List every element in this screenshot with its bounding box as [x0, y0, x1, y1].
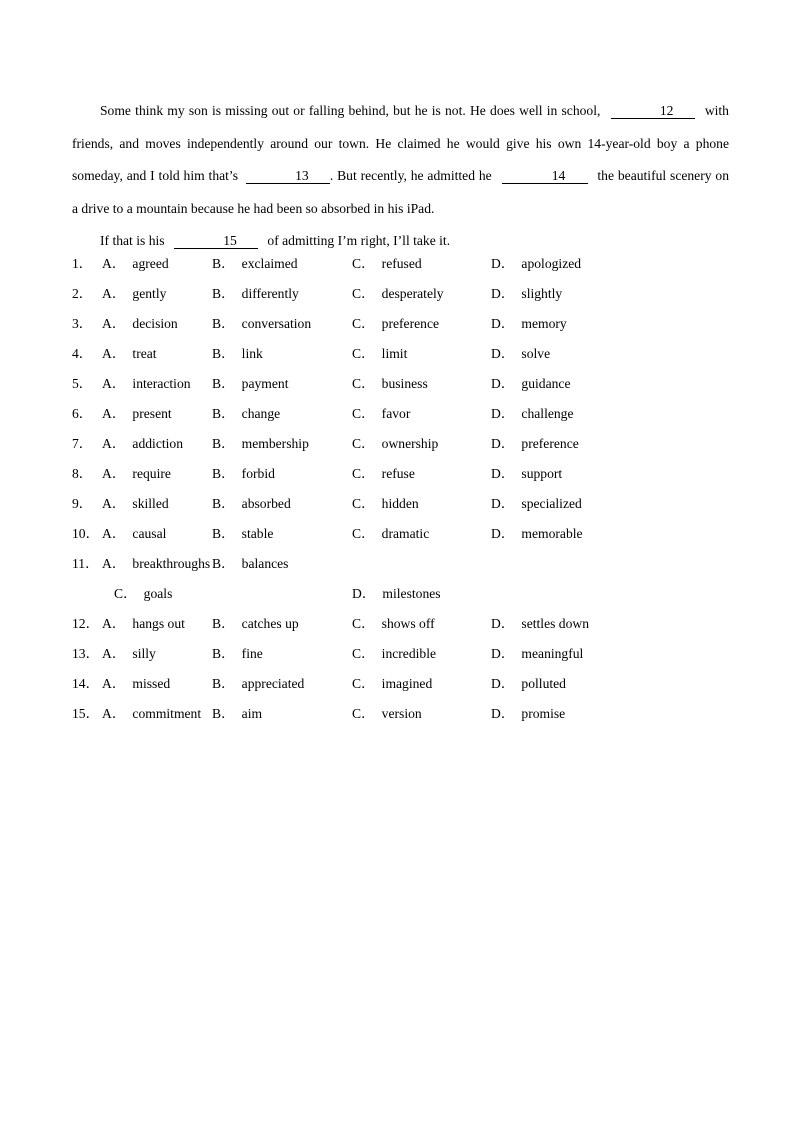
option-text: hidden	[381, 496, 419, 511]
option-letter: B．	[212, 436, 235, 451]
option-b	[212, 249, 298, 279]
option-a	[102, 699, 201, 729]
option-letter: D．	[491, 406, 515, 421]
option-letter: D．	[491, 466, 515, 481]
option-letter: C．	[352, 616, 375, 631]
option-c	[352, 429, 438, 459]
option-text: silly	[132, 646, 156, 661]
option-letter: A．	[102, 316, 126, 331]
option-letter: D．	[491, 496, 515, 511]
question-number: 6．	[72, 406, 93, 421]
question-number: 15．	[72, 706, 100, 721]
option-letter: C．	[352, 286, 375, 301]
option-d	[491, 429, 579, 459]
option-b	[212, 699, 262, 729]
option-letter: D．	[491, 316, 515, 331]
question-row	[72, 249, 732, 279]
option-d	[491, 669, 566, 699]
option-letter: A．	[102, 256, 126, 271]
option-letter: B．	[212, 526, 235, 541]
option-text: balances	[241, 556, 289, 571]
option-text: addiction	[132, 436, 184, 451]
option-text: forbid	[241, 466, 275, 481]
option-letter: A．	[102, 376, 126, 391]
question-row	[72, 639, 732, 669]
option-letter: D．	[491, 436, 515, 451]
option-text: link	[241, 346, 263, 361]
option-text: shows off	[381, 616, 435, 631]
option-d	[491, 249, 581, 279]
option-text: missed	[132, 676, 171, 691]
question-number: 2．	[72, 286, 93, 301]
option-text: limit	[381, 346, 408, 361]
option-b	[212, 279, 299, 309]
option-text: decision	[132, 316, 178, 331]
option-c	[352, 609, 435, 639]
question-list	[72, 249, 732, 729]
blank-12: 12	[611, 104, 695, 119]
option-text: dramatic	[381, 526, 430, 541]
option-c	[114, 579, 172, 609]
option-a	[102, 249, 169, 279]
option-letter: A．	[102, 646, 126, 661]
option-letter: C．	[352, 466, 375, 481]
option-text: memorable	[521, 526, 583, 541]
question-number: 10．	[72, 526, 100, 541]
question-row	[72, 609, 732, 639]
option-c	[352, 519, 429, 549]
question-number: 12．	[72, 616, 100, 631]
option-d	[491, 279, 562, 309]
option-letter: A．	[102, 406, 126, 421]
option-text: meaningful	[521, 646, 584, 661]
option-b	[212, 399, 280, 429]
option-b	[212, 459, 275, 489]
option-text: present	[132, 406, 172, 421]
option-a	[102, 609, 185, 639]
option-letter: A．	[102, 436, 126, 451]
option-text: ownership	[381, 436, 439, 451]
option-text: milestones	[382, 586, 441, 601]
option-text: conversation	[241, 316, 312, 331]
option-letter: D．	[491, 256, 515, 271]
option-a	[102, 339, 157, 369]
option-text: payment	[241, 376, 289, 391]
option-b	[212, 369, 288, 399]
option-letter: D．	[491, 616, 515, 631]
option-a	[102, 279, 166, 309]
option-text: goals	[143, 586, 173, 601]
option-text: appreciated	[241, 676, 305, 691]
option-text: treat	[132, 346, 157, 361]
option-text: polluted	[521, 676, 566, 691]
passage	[72, 95, 729, 258]
option-text: version	[381, 706, 422, 721]
option-a	[102, 309, 178, 339]
option-c	[352, 249, 422, 279]
option-a	[102, 489, 169, 519]
option-b	[212, 609, 299, 639]
option-c	[352, 489, 419, 519]
question-number: 8．	[72, 466, 93, 481]
option-b	[212, 639, 263, 669]
option-letter: B．	[212, 466, 235, 481]
option-a	[102, 459, 171, 489]
option-b	[212, 489, 291, 519]
option-c	[352, 399, 410, 429]
option-text: incredible	[381, 646, 437, 661]
option-letter: A．	[102, 466, 126, 481]
option-c	[352, 669, 432, 699]
option-text: change	[241, 406, 281, 421]
option-a	[102, 399, 172, 429]
option-text: aim	[241, 706, 263, 721]
option-letter: A．	[102, 346, 126, 361]
option-letter: B．	[212, 706, 235, 721]
option-c	[352, 369, 428, 399]
option-text: stable	[241, 526, 274, 541]
option-text: memory	[521, 316, 567, 331]
blank-13: 13	[246, 169, 330, 184]
option-letter: A．	[102, 676, 126, 691]
option-text: preference	[521, 436, 579, 451]
option-text: catches up	[241, 616, 299, 631]
option-letter: B．	[212, 286, 235, 301]
question-row	[72, 339, 732, 369]
option-text: fine	[241, 646, 263, 661]
question-row	[72, 519, 732, 549]
option-text: business	[381, 376, 428, 391]
question-number: 5．	[72, 376, 93, 391]
question-number: 3．	[72, 316, 93, 331]
option-letter: A．	[102, 616, 126, 631]
option-letter: C．	[114, 586, 137, 601]
option-text: membership	[241, 436, 309, 451]
option-d	[352, 579, 441, 609]
blank-15: 15	[174, 234, 258, 249]
option-letter: A．	[102, 526, 126, 541]
option-letter: B．	[212, 256, 235, 271]
question-number: 9．	[72, 496, 93, 511]
question-number: 4．	[72, 346, 93, 361]
question-number: 14．	[72, 676, 100, 691]
passage-text: with friends, and moves independently around our town. He claimed he would give his own 14-year-old boy a phone someday, and I told him that’s	[72, 103, 729, 183]
option-letter: B．	[212, 406, 235, 421]
question-row-continued	[72, 579, 732, 609]
option-text: interaction	[132, 376, 191, 391]
option-d	[491, 639, 583, 669]
option-letter: C．	[352, 496, 375, 511]
option-text: slightly	[521, 286, 563, 301]
option-letter: B．	[212, 316, 235, 331]
option-d	[491, 609, 589, 639]
option-b	[212, 309, 311, 339]
option-text: absorbed	[241, 496, 291, 511]
question-row	[72, 399, 732, 429]
option-a	[102, 369, 191, 399]
option-b	[212, 549, 288, 579]
option-letter: D．	[491, 286, 515, 301]
option-d	[491, 309, 567, 339]
option-text: commitment	[132, 706, 202, 721]
option-letter: C．	[352, 436, 375, 451]
option-text: support	[521, 466, 563, 481]
option-text: exclaimed	[241, 256, 298, 271]
question-number: 7．	[72, 436, 93, 451]
option-letter: C．	[352, 376, 375, 391]
option-letter: B．	[212, 376, 235, 391]
option-letter: B．	[212, 496, 235, 511]
option-text: gently	[132, 286, 167, 301]
passage-text: If that is his	[100, 233, 165, 248]
passage-text: the beautiful scenery on a drive to a mountain because he had been so absorbed in his iPad.	[72, 168, 729, 216]
option-text: require	[132, 466, 171, 481]
passage-text: Some think my son is missing out or falling behind, but he is not. He does well in school,	[100, 103, 601, 118]
option-b	[212, 429, 309, 459]
option-text: differently	[241, 286, 299, 301]
option-letter: B．	[212, 646, 235, 661]
passage-paragraph-1	[72, 95, 729, 225]
option-letter: D．	[491, 646, 515, 661]
option-letter: B．	[212, 556, 235, 571]
option-letter: D．	[491, 346, 515, 361]
question-number: 1．	[72, 256, 93, 271]
option-c	[352, 639, 436, 669]
question-row	[72, 309, 732, 339]
option-letter: A．	[102, 706, 126, 721]
option-d	[491, 369, 571, 399]
option-text: specialized	[521, 496, 582, 511]
option-a	[102, 549, 210, 579]
option-letter: C．	[352, 346, 375, 361]
option-text: agreed	[132, 256, 169, 271]
option-letter: D．	[491, 706, 515, 721]
option-text: skilled	[132, 496, 169, 511]
option-text: preference	[381, 316, 440, 331]
option-a	[102, 519, 166, 549]
option-text: challenge	[521, 406, 574, 421]
option-b	[212, 339, 263, 369]
option-a	[102, 639, 156, 669]
option-d	[491, 459, 562, 489]
question-row	[72, 429, 732, 459]
option-letter: C．	[352, 526, 375, 541]
option-letter: A．	[102, 286, 126, 301]
passage-text: of admitting I’m right, I’ll take it.	[267, 233, 451, 248]
question-number: 13．	[72, 646, 100, 661]
option-d	[491, 699, 565, 729]
option-letter: B．	[212, 616, 235, 631]
option-letter: C．	[352, 676, 375, 691]
option-d	[491, 519, 583, 549]
option-letter: C．	[352, 406, 375, 421]
option-d	[491, 399, 574, 429]
option-c	[352, 699, 422, 729]
option-text: promise	[521, 706, 566, 721]
option-letter: D．	[491, 526, 515, 541]
option-letter: D．	[352, 586, 376, 601]
option-text: hangs out	[132, 616, 185, 631]
option-a	[102, 669, 170, 699]
question-row	[72, 369, 732, 399]
question-row	[72, 489, 732, 519]
passage-text: . But recently, he admitted he	[329, 168, 492, 183]
option-letter: C．	[352, 256, 375, 271]
option-text: settles down	[521, 616, 590, 631]
question-row	[72, 459, 732, 489]
option-letter: D．	[491, 376, 515, 391]
option-b	[212, 669, 304, 699]
option-letter: A．	[102, 496, 126, 511]
blank-14: 14	[502, 169, 588, 184]
option-letter: C．	[352, 316, 375, 331]
option-text: imagined	[381, 676, 433, 691]
question-row	[72, 699, 732, 729]
option-d	[491, 489, 582, 519]
option-text: breakthroughs	[132, 556, 211, 571]
option-letter: C．	[352, 706, 375, 721]
option-d	[491, 339, 550, 369]
option-text: desperately	[381, 286, 444, 301]
option-b	[212, 519, 273, 549]
question-row	[72, 279, 732, 309]
option-text: causal	[132, 526, 167, 541]
question-row	[72, 669, 732, 699]
question-number: 11．	[72, 556, 99, 571]
option-text: apologized	[521, 256, 582, 271]
option-c	[352, 309, 439, 339]
option-letter: B．	[212, 676, 235, 691]
option-letter: C．	[352, 646, 375, 661]
option-c	[352, 459, 415, 489]
option-text: favor	[381, 406, 411, 421]
option-text: refuse	[381, 466, 415, 481]
option-c	[352, 279, 444, 309]
option-letter: A．	[102, 556, 126, 571]
option-text: solve	[521, 346, 551, 361]
option-letter: B．	[212, 346, 235, 361]
option-letter: D．	[491, 676, 515, 691]
question-row	[72, 549, 732, 579]
option-text: guidance	[521, 376, 571, 391]
option-a	[102, 429, 183, 459]
option-c	[352, 339, 407, 369]
option-text: refused	[381, 256, 422, 271]
